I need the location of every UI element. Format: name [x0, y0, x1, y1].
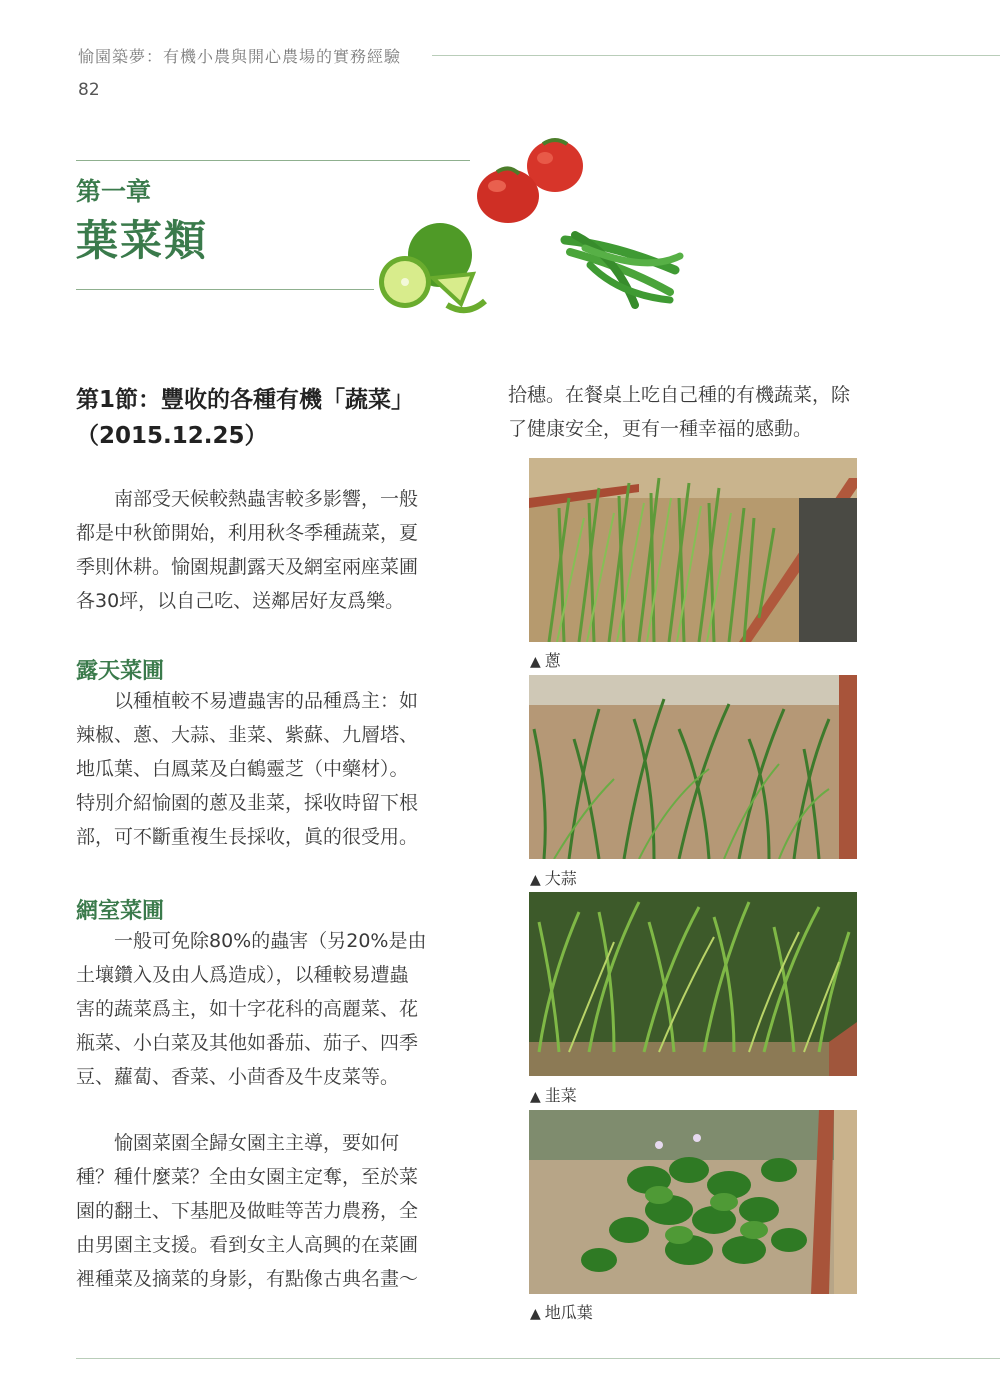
net-garden-paragraph	[76, 924, 466, 1094]
sweet-potato-leaves-photo	[529, 1110, 857, 1294]
chapter-title: 葉菜類	[76, 216, 209, 265]
triangle-marker-icon: ▲	[530, 1306, 541, 1322]
caption-text: 地瓜葉	[544, 1303, 593, 1322]
right-column-line: 拾穗。在餐桌上吃自己種的有機蔬菜，除	[508, 384, 851, 406]
open-garden-heading: 露天菜圃	[76, 658, 165, 684]
closing-line: 由男園主支援。看到女主人高興的在菜圃	[76, 1234, 419, 1256]
net-garden-line: 土壤鑽入及由人爲造成），以種較易遭蟲	[76, 964, 409, 986]
triangle-marker-icon: ▲	[530, 872, 541, 888]
green-beans-illustration	[565, 235, 680, 305]
closing-line: 愉園菜園全歸女園主主導，要如何	[114, 1132, 400, 1154]
net-garden-line: 豆、蘿蔔、香菜、小茴香及牛皮菜等。	[76, 1066, 400, 1088]
chapter-bottom-rule	[76, 289, 374, 290]
open-garden-line: 辣椒、蔥、大蒜、韭菜、紫蘇、九層塔、	[76, 724, 419, 746]
closing-line: 園的翻土、下基肥及做畦等苦力農務，全	[76, 1200, 419, 1222]
intro-line: 季則休耕。愉園規劃露天及網室兩座菜圃	[76, 556, 419, 578]
chives-caption	[530, 1083, 577, 1106]
open-garden-line: 部，可不斷重複生長採收，眞的很受用。	[76, 826, 419, 848]
open-garden-line: 地瓜葉、白鳳菜及白鶴靈芝（中藥材）。	[76, 758, 409, 780]
scallion-caption	[530, 648, 561, 671]
closing-line: 種？種什麼菜？全由女園主定奪，至於菜	[76, 1166, 419, 1188]
chives-photo	[529, 892, 857, 1076]
net-garden-line: 害的蔬菜爲主，如十字花科的高麗菜、花	[76, 998, 419, 1020]
intro-line: 南部受天候較熱蟲害較多影響，一般	[114, 488, 419, 510]
net-garden-line: 瓶菜、小白菜及其他如番茄、茄子、四季	[76, 1032, 419, 1054]
open-garden-paragraph	[76, 684, 466, 854]
lime-illustration	[379, 223, 485, 310]
net-garden-line: 一般可免除80%的蟲害（另20%是由	[114, 930, 427, 952]
triangle-marker-icon: ▲	[530, 654, 541, 670]
vegetables-illustration	[375, 130, 695, 320]
closing-paragraph	[76, 1126, 466, 1296]
garlic-photo	[529, 675, 857, 859]
triangle-marker-icon: ▲	[530, 1089, 541, 1105]
section-title-line-2: （2015.12.25）	[76, 423, 268, 449]
section-title-line-1: 第1節：豐收的各種有機「蔬菜」	[76, 387, 415, 413]
sweet-potato-leaves-caption	[530, 1300, 593, 1323]
open-garden-line: 特別介紹愉園的蔥及韭菜，採收時留下根	[76, 792, 419, 814]
caption-text: 韭菜	[544, 1086, 577, 1105]
intro-line: 各30坪，以自己吃、送鄰居好友爲樂。	[76, 590, 405, 612]
right-column-text	[508, 378, 908, 446]
net-garden-heading: 網室菜圃	[76, 898, 165, 924]
right-column-line: 了健康安全，更有一種幸福的感動。	[508, 418, 813, 440]
garlic-caption	[530, 866, 577, 889]
header-divider	[432, 55, 1000, 56]
footer-divider	[76, 1358, 1000, 1359]
closing-line: 裡種菜及摘菜的身影，有點像古典名畫～	[76, 1268, 419, 1290]
chapter-label: 第一章	[76, 177, 152, 206]
open-garden-line: 以種植較不易遭蟲害的品種爲主：如	[114, 690, 419, 712]
tomato-illustration	[477, 140, 583, 223]
running-header: 愉園築夢：有機小農與開心農場的實務經驗	[78, 47, 402, 66]
scallion-photo	[529, 458, 857, 642]
page-number: 82	[78, 80, 100, 100]
intro-paragraph	[76, 482, 466, 618]
caption-text: 大蒜	[544, 869, 577, 888]
caption-text: 蔥	[544, 651, 561, 670]
intro-line: 都是中秋節開始，利用秋冬季種蔬菜，夏	[76, 522, 419, 544]
section-title	[76, 382, 466, 454]
